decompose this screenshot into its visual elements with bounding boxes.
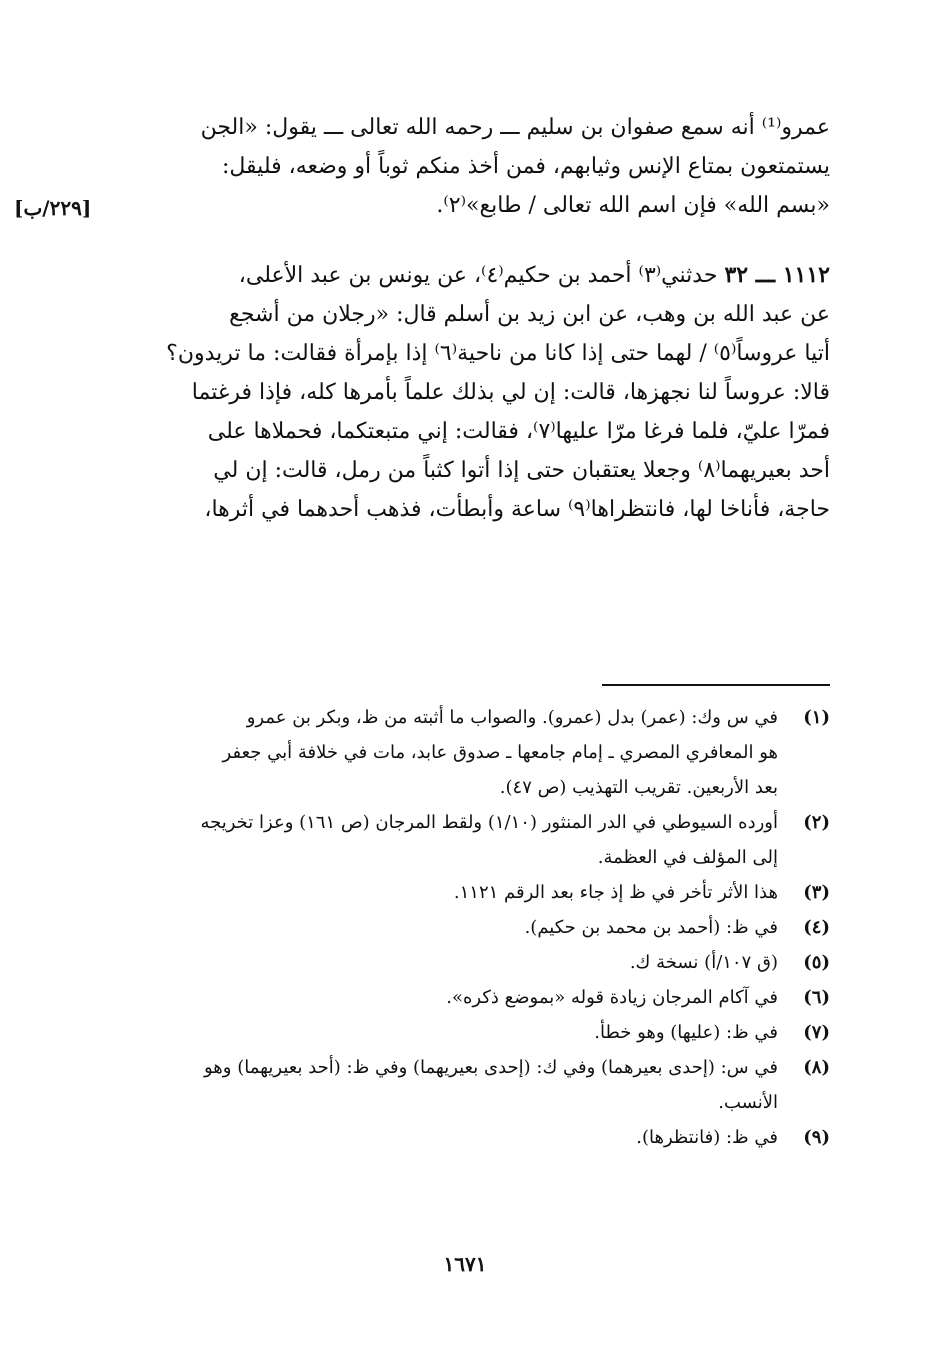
footnote-2 [110,805,830,875]
entry-first-line-text: حدثني⁽٣⁾ أحمد بن حكيم⁽٤⁾، عن يونس بن عبد الأعلى، [238,263,718,288]
text-line-first [125,256,830,295]
footnote-7 [110,1015,830,1050]
page-number: ١٦٧١ [443,1252,487,1276]
footnote-line: هذا الأثر تأخر في ظ إذ جاء بعد الرقم ١١٢١. [453,882,778,903]
text-line: يستمتعون بمتاع الإنس وثيابهم، فمن أخذ منكم ثوباً أو وضعه، فليقل: [221,154,830,179]
footnote-line: في س وك: (عمر) بدل (عمرو). والصواب ما أثبته من ظ، وبكر بن عمرو [246,707,778,728]
text-line: عن عبد الله بن وهب، عن ابن زيد بن أسلم قال: «رجلان من أشجع [229,302,830,327]
paragraph-continuation [125,108,830,225]
footnote-9 [110,1120,830,1155]
footnotes-list [110,700,830,1155]
footnote-3 [110,875,830,910]
text-line: حاجة، فأناخا لها، فانتظراها⁽٩⁾ ساعة وأبطأت، فذهب أحدهما في أثرها، [204,497,830,522]
footnote-text [110,805,778,875]
footnote-text [110,875,778,910]
footnote-line: في ظ: (عليها) وهو خطأ. [594,1022,778,1043]
margin-manuscript-reference: [٢٢٩/ب] [14,196,92,220]
paragraph-entry-1112 [125,256,830,529]
footnote-text [110,980,778,1015]
footnote-line: هو المعافري المصري ـ إمام جامعها ـ صدوق عابد، مات في خلافة أبي جعفر [222,742,778,763]
footnote-text [110,1050,778,1120]
footnote-line: (ق ١٠٧/أ) نسخة ك. [629,952,778,973]
footnote-line: بعد الأربعين. تقريب التهذيب (ص ٤٧). [499,777,778,798]
footnote-text [110,945,778,980]
footnote-line: في آكام المرجان زيادة قوله «بموضع ذكره». [446,987,778,1008]
footnote-text [110,1120,778,1155]
text-line: عمرو⁽¹⁾ أنه سمع صفوان بن سليم ـــ رحمه الله تعالى ـــ يقول: «الجن [200,115,830,140]
footnote-text [110,1015,778,1050]
footnote-8 [110,1050,830,1120]
footnote-text [110,700,778,805]
footnote-number: (٣) [803,882,830,903]
entry-number: ١١١٢ ـــ ٣٢ [724,262,830,288]
footnote-line: في ظ: (فانتظرها). [636,1127,778,1148]
footnote-line: أورده السيوطي في الدر المنثور (١/١٠) ولقط المرجان (ص ١٦١) وعزا تخريجه [200,812,778,833]
footnote-text [110,910,778,945]
text-line: «بسم الله» فإن اسم الله تعالى / طابع»⁽٢⁾. [436,193,830,218]
footnote-line: في ظ: (أحمد بن محمد بن حكيم). [524,917,778,938]
footnote-6 [110,980,830,1015]
text-line: أحد بعيريهما⁽٨⁾ وجعلا يعتقبان حتى إذا أتوا كثباً من رمل، قالت: إن لي [213,458,830,483]
footnote-5 [110,945,830,980]
footnote-line: إلى المؤلف في العظمة. [597,847,778,868]
footnote-4 [110,910,830,945]
text-line: أتيا عروساً⁽٥⁾ / لهما حتى إذا كانا من ناحية⁽٦⁾ إذا بإمرأة فقالت: ما تريدون؟ [166,341,830,366]
footnote-number: (٢) [803,812,830,833]
footnote-number: (٩) [803,1127,830,1148]
footnote-number: (٧) [803,1022,830,1043]
footnote-1 [110,700,830,805]
footnote-number: (٤) [803,917,830,938]
footnote-number: (١) [803,707,830,728]
footnote-number: (٥) [803,952,830,973]
text-line: فمرّا عليّ، فلما فرغا مرّا عليها⁽٧⁾، فقالت: إني متبعتكما، فحملاها على [207,419,830,444]
footnote-number: (٦) [803,987,830,1008]
text-line: قالا: عروساً لنا نجهزها، قالت: إن لي بذلك علماً بأمرها كله، فإذا فرغتما [191,380,830,405]
footnote-separator [602,684,830,686]
footnote-line: الأنسب. [718,1092,778,1113]
footnote-line: في س: (إحدى بعيرهما) وفي ك: (إحدى بعيريهما) وفي ظ: (أحد بعيريهما) وهو [204,1057,778,1078]
footnote-number: (٨) [803,1057,830,1078]
